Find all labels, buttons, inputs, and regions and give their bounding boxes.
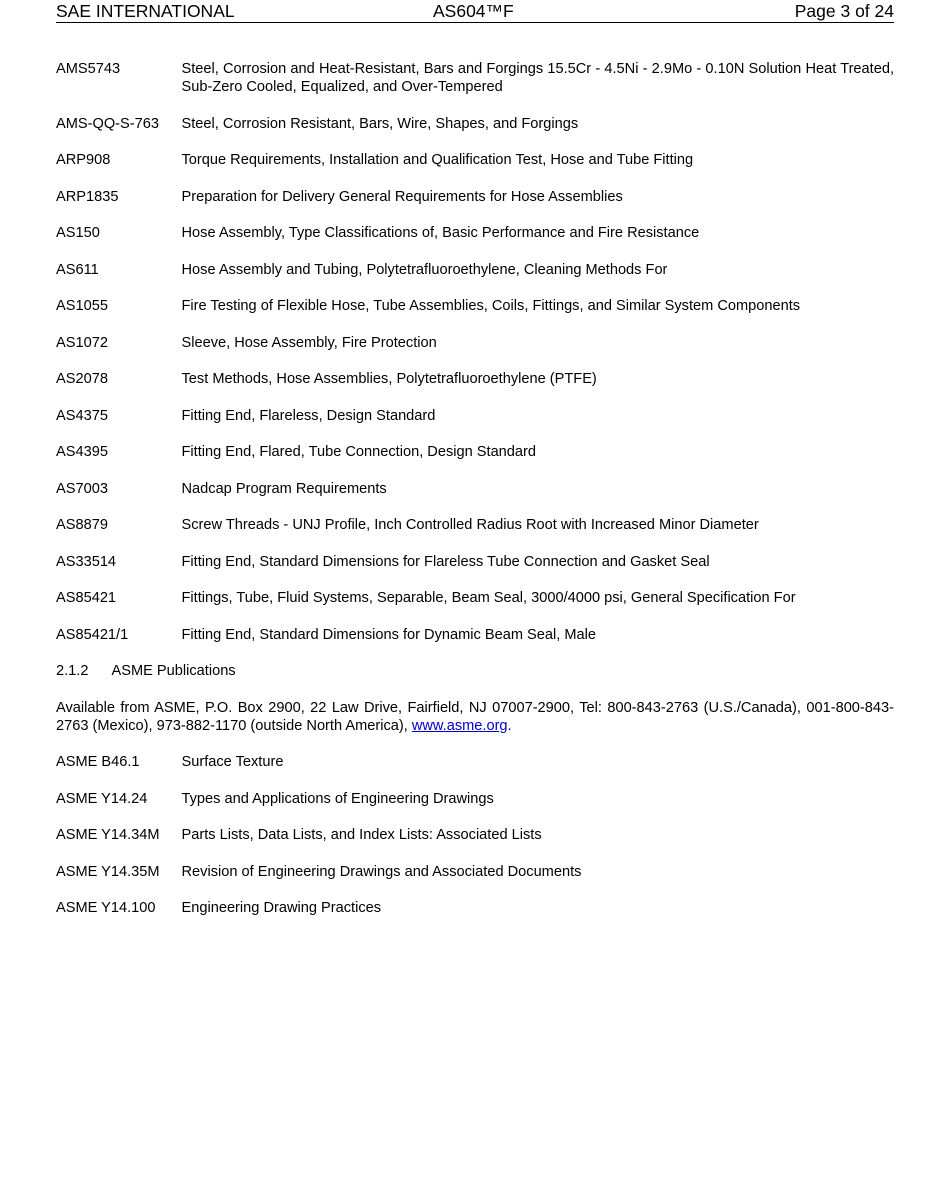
reference-code: AS4395 <box>56 444 108 460</box>
reference-title: Fittings, Tube, Fluid Systems, Separable, Beam Seal, 3000/4000 psi, General Specification For <box>181 590 796 606</box>
reference-entry <box>56 151 894 169</box>
reference-entry <box>56 443 894 461</box>
reference-entry <box>56 553 894 571</box>
reference-entry <box>56 188 894 206</box>
reference-entry <box>56 589 894 607</box>
reference-title: Nadcap Program Requirements <box>181 480 387 497</box>
availability-text: Available from ASME, P.O. Box 2900, 22 Law Drive, Fairfield, NJ 07007-2900, Tel: 800-843-2763 (U.S./Canada), 001-800-843-2763 (Mexico), 973-882-1170 (outside North America), <box>56 699 894 734</box>
reference-title: Fitting End, Flared, Tube Connection, Design Standard <box>181 444 537 460</box>
reference-entry <box>56 626 894 644</box>
reference-entry <box>56 224 894 242</box>
asme-reference-list <box>56 753 894 917</box>
reference-title: Fitting End, Standard Dimensions for Flareless Tube Connection and Gasket Seal <box>181 553 710 570</box>
document-page <box>56 0 894 936</box>
reference-code: AS85421 <box>56 590 117 606</box>
reference-title: Fire Testing of Flexible Hose, Tube Assemblies, Coils, Fittings, and Similar System Components <box>181 298 801 314</box>
asme-website-link[interactable]: www.asme.org <box>411 717 508 734</box>
reference-code: AS150 <box>56 225 100 241</box>
reference-title: Engineering Drawing Practices <box>181 900 382 916</box>
reference-code: ASME Y14.35M <box>56 863 160 880</box>
reference-title: Steel, Corrosion Resistant, Bars, Wire, Shapes, and Forgings <box>181 115 579 132</box>
header-organization: SAE INTERNATIONAL <box>56 1 235 21</box>
section-title: ASME Publications <box>111 663 236 679</box>
reference-title: Sleeve, Hose Assembly, Fire Protection <box>181 334 437 351</box>
reference-code: ASME B46.1 <box>56 754 140 770</box>
reference-code: AS611 <box>56 261 99 278</box>
reference-entry <box>56 261 894 279</box>
reference-entry <box>56 863 894 881</box>
section-number: 2.1.2 <box>56 663 89 679</box>
reference-entry <box>56 753 894 771</box>
reference-title: Hose Assembly and Tubing, Polytetrafluoroethylene, Cleaning Methods For <box>181 261 668 278</box>
reference-title: Screw Threads - UNJ Profile, Inch Controlled Radius Root with Increased Minor Diameter <box>181 517 759 533</box>
availability-paragraph <box>56 699 894 735</box>
reference-entry <box>56 115 894 133</box>
reference-code: AS4375 <box>56 407 108 424</box>
reference-code: ASME Y14.100 <box>56 900 156 916</box>
reference-code: AMS-QQ-S-763 <box>56 115 159 132</box>
reference-title: Fitting End, Flareless, Design Standard <box>181 407 436 424</box>
reference-code: AS2078 <box>56 371 108 387</box>
sae-reference-list <box>56 60 894 644</box>
reference-title: Torque Requirements, Installation and Qualification Test, Hose and Tube Fitting <box>181 152 694 168</box>
reference-code: ASME Y14.34M <box>56 827 160 843</box>
reference-title: Fitting End, Standard Dimensions for Dynamic Beam Seal, Male <box>181 626 596 643</box>
reference-title: Surface Texture <box>181 754 284 770</box>
header-page-number: Page 3 of 24 <box>794 1 894 21</box>
reference-title: Types and Applications of Engineering Drawings <box>181 790 494 807</box>
reference-code: ARP908 <box>56 152 111 168</box>
reference-entry <box>56 407 894 425</box>
reference-code: AS1072 <box>56 334 108 351</box>
reference-entry <box>56 297 894 315</box>
reference-entry <box>56 899 894 917</box>
reference-title: Hose Assembly, Type Classifications of, Basic Performance and Fire Resistance <box>181 225 700 241</box>
page-header <box>56 1 894 23</box>
reference-code: AMS5743 <box>56 61 121 77</box>
reference-entry <box>56 790 894 808</box>
header-document-number: AS604™F <box>433 1 514 21</box>
reference-entry <box>56 370 894 388</box>
reference-title: Preparation for Delivery General Requirements for Hose Assemblies <box>181 188 623 205</box>
reference-code: AS85421/1 <box>56 626 129 643</box>
reference-code: AS8879 <box>56 517 108 533</box>
reference-entry <box>56 826 894 844</box>
reference-code: ASME Y14.24 <box>56 790 148 807</box>
reference-code: AS33514 <box>56 553 117 570</box>
reference-title: Steel, Corrosion and Heat-Resistant, Bars and Forgings 15.5Cr - 4.5Ni - 2.9Mo - 0.10N Solution Heat Treated, Sub-Zero Cooled, Equalized, and Over-Tempered <box>181 61 894 95</box>
reference-code: AS1055 <box>56 298 108 314</box>
reference-title: Revision of Engineering Drawings and Associated Documents <box>181 863 582 880</box>
section-heading <box>56 662 894 680</box>
reference-entry <box>56 516 894 534</box>
reference-title: Parts Lists, Data Lists, and Index Lists: Associated Lists <box>181 827 542 843</box>
reference-title: Test Methods, Hose Assemblies, Polytetrafluoroethylene (PTFE) <box>181 371 597 387</box>
reference-code: AS7003 <box>56 480 108 497</box>
reference-entry <box>56 334 894 352</box>
reference-entry <box>56 60 894 96</box>
reference-entry <box>56 480 894 498</box>
reference-code: ARP1835 <box>56 188 119 205</box>
availability-period: . <box>507 717 512 734</box>
